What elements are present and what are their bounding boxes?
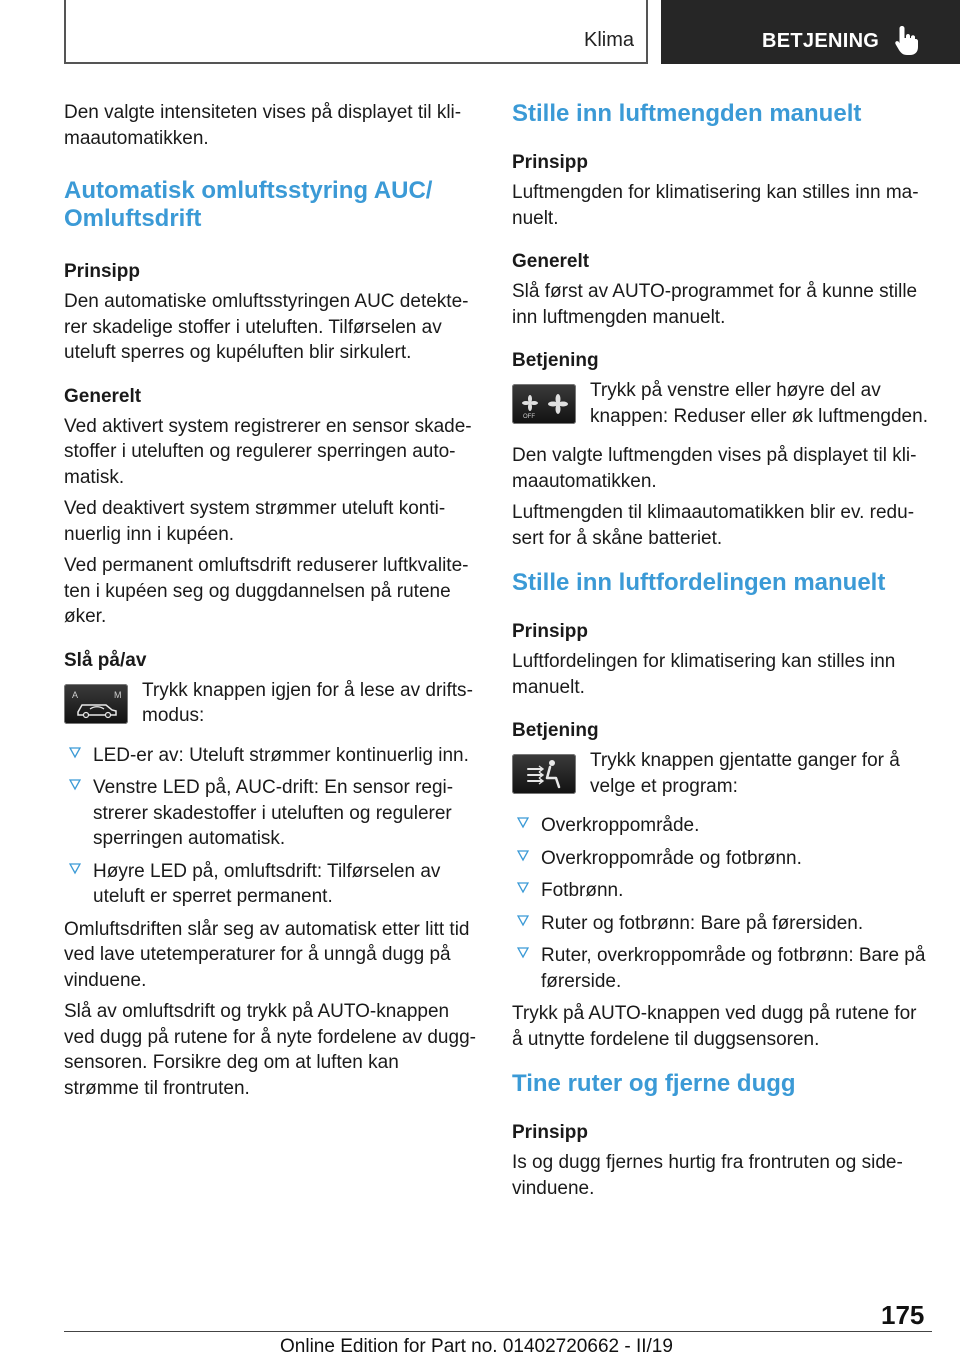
auc-operation-text: Trykk knappen igjen for å lese av driftsmodus:: [142, 679, 473, 726]
subheading-prinsipp: Prinsipp: [512, 152, 589, 173]
header-section-box: [64, 0, 648, 64]
subheading-generelt: Generelt: [512, 251, 590, 272]
list-item: Ruter og fotbrønn: Bare på førersiden.: [512, 911, 932, 937]
subheading-prinsipp: Prinsipp: [64, 261, 141, 282]
heading-tine-ruter: Tine ruter og fjerne dugg: [512, 1070, 796, 1097]
fan-operation: [512, 378, 932, 429]
fan-button-icon: [512, 384, 576, 424]
list-item: Overkroppområde.: [512, 813, 932, 839]
air-distribution-program-list: [512, 813, 932, 994]
air-distribution-operation: [512, 748, 932, 799]
list-item: Fotbrønn.: [512, 878, 932, 904]
list-item: Venstre LED på, AUC-drift: En sensor registrerer skadestoffer i uteluften og regulerer sperringen automatisk.: [64, 775, 478, 852]
heading-luftmengde: Stille inn luftmengden manuelt: [512, 100, 862, 127]
intro-paragraph: Den valgte intensiteten vises på displayet til klimaautomatikken.: [64, 102, 462, 149]
air-distribution-operation-text: Trykk knappen gjentatte ganger for å velge et program:: [590, 750, 900, 797]
auc-operation: [64, 678, 478, 729]
luftmengde-paragraph-2: Luftmengden til klimaautomatikken blir ev. redusert for å skåne batteriet.: [512, 502, 915, 549]
luftmengde-generelt-paragraph: Slå først av AUTO-programmet for å kunne stille inn luftmengden manuelt.: [512, 281, 918, 328]
triangle-bullet-icon: [517, 915, 529, 927]
triangle-bullet-icon: [517, 947, 529, 959]
luftmengde-prinsipp-paragraph: Luftmengden for klimatisering kan stilles inn manuelt.: [512, 182, 919, 229]
list-item: LED-er av: Uteluft strømmer kontinuerlig inn.: [64, 743, 478, 769]
svg-text:OFF: OFF: [523, 414, 535, 420]
hand-pointer-icon: [893, 24, 921, 56]
list-item: Høyre LED på, omluftsdrift: Tilførselen av uteluft er sperret permanent.: [64, 859, 478, 910]
list-item: Overkroppområde og fotbrønn.: [512, 846, 932, 872]
air-distribution-button-icon: [512, 754, 576, 794]
left-column: [64, 100, 478, 1107]
triangle-bullet-icon: [69, 779, 81, 791]
heading-luftfordeling: Stille inn luftfordelingen manuelt: [512, 569, 886, 596]
triangle-bullet-icon: [517, 882, 529, 894]
subheading-prinsipp: Prinsipp: [512, 621, 589, 642]
triangle-bullet-icon: [517, 850, 529, 862]
generelt-paragraph-2: Ved deaktivert system strømmer uteluft kontinuerlig inn i kupéen.: [64, 498, 446, 545]
generelt-paragraph-3: Ved permanent omluftsdrift reduserer luftkvaliteten i kupéen seg og duggdannelsen på rutene øker.: [64, 555, 469, 627]
triangle-bullet-icon: [69, 863, 81, 875]
subheading-betjening: Betjening: [512, 720, 599, 741]
subheading-betjening: Betjening: [512, 350, 599, 371]
auc-mode-list: [64, 743, 478, 910]
header-chapter-title: BETJENING: [762, 30, 880, 52]
triangle-bullet-icon: [69, 747, 81, 759]
triangle-bullet-icon: [517, 817, 529, 829]
luftfordeling-paragraph: Trykk på AUTO-knappen ved dugg på rutene for å utnytte fordelene til duggsensoren.: [512, 1003, 917, 1050]
luftfordeling-prinsipp-paragraph: Luftfordelingen for klimatisering kan stilles inn manuelt.: [512, 651, 896, 698]
subheading-generelt: Generelt: [64, 385, 142, 407]
footer-edition: Online Edition for Part no. 01402720662 - II/19: [280, 1336, 673, 1357]
list-item: Ruter, overkroppområde og fotbrønn: Bare på førerside.: [512, 943, 932, 994]
header-section-title: Klima: [583, 29, 634, 51]
generelt-paragraph-1: Ved aktivert system registrerer en sensor skadestoffer i uteluften og regulerer sperringen automatisk.: [64, 415, 472, 488]
heading-auc: Automatisk omluftsstyring AUC/ Omluftsdrift: [64, 177, 433, 232]
svg-text:A: A: [72, 689, 79, 700]
footer-divider: [64, 1331, 932, 1332]
after-list-paragraph-2: Slå av omluftsdrift og trykk på AUTO-knappen ved dugg på rutene for å nyte fordelene av duggsensoren. Forsikre deg om at luften kan strømme til frontruten.: [64, 1001, 476, 1099]
fan-operation-text: Trykk på venstre eller høyre del av knappen: Reduser eller øk luftmengden.: [590, 380, 928, 427]
luftmengde-paragraph-1: Den valgte luftmengden vises på displayet til klimaautomatikken.: [512, 445, 917, 492]
subheading-prinsipp: Prinsipp: [512, 1122, 589, 1143]
right-column: [512, 100, 932, 1207]
prinsipp-paragraph: Den automatiske omluftsstyringen AUC detekterer skadelige stoffer i uteluften. Tilførselen av uteluft sperres og kupéluften blir sirkulert.: [64, 291, 469, 363]
subheading-sla-pa-av: Slå på/av: [64, 649, 147, 671]
auc-button-icon: [64, 684, 128, 724]
svg-text:M: M: [114, 689, 122, 700]
page-number: 175: [881, 1300, 925, 1330]
tine-prinsipp-paragraph: Is og dugg fjernes hurtig fra frontruten og sidevinduene.: [512, 1152, 903, 1199]
after-list-paragraph-1: Omluftsdriften slår seg av automatisk etter litt tid ved lave utetemperaturer for å unngå dugg på vinduene.: [64, 918, 470, 991]
header-chapter-box: [661, 0, 960, 64]
